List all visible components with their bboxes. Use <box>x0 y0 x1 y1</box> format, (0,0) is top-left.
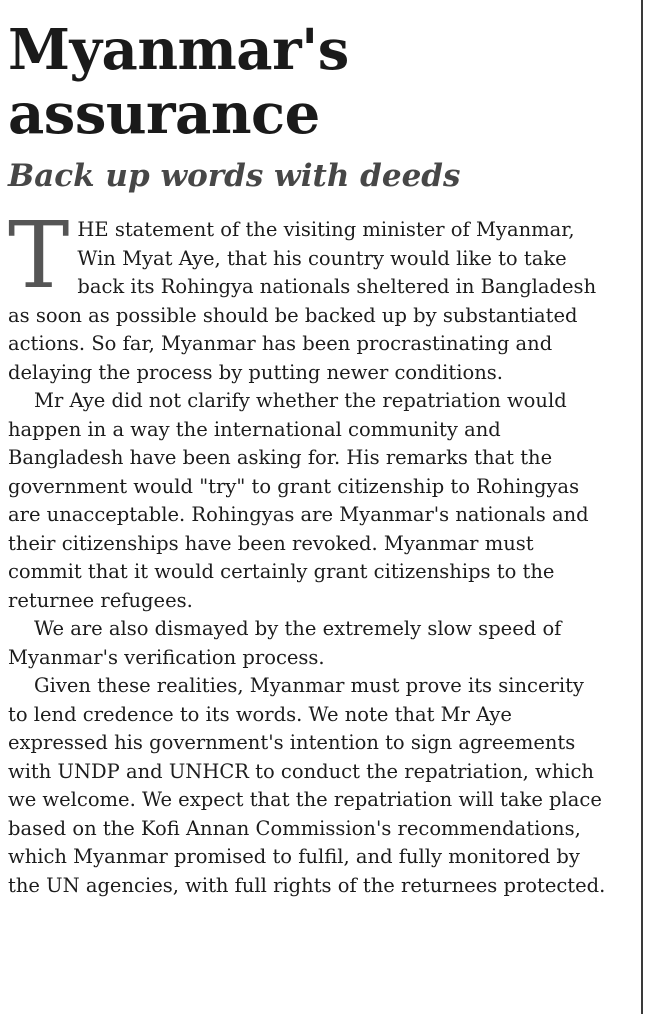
paragraph-3: We are also dismayed by the extremely slow speed of Myanmar's verification process. <box>8 617 562 669</box>
column-divider <box>641 0 643 1014</box>
paragraph-1 <box>8 202 608 387</box>
headline-line-1: Myanmar's <box>8 17 349 83</box>
paragraph-1-text: HE statement of the visiting minister of Myanmar, Win Myat Aye, that his country would like to take back its Rohingya nationals sheltered in Bangladesh as soon as possible should be backed up by substantiated actions. So far, Myanmar has been procrastinating and delaying the process by putting newer conditions. <box>8 218 597 384</box>
headline <box>8 18 608 146</box>
article-body <box>8 202 608 900</box>
subheadline: Back up words with deeds <box>8 158 461 194</box>
headline-line-2: assurance <box>8 81 320 147</box>
drop-cap: T <box>8 202 70 309</box>
paragraph-4: Given these realities, Myanmar must prove its sincerity to lend credence to its words. We note that Mr Aye expressed his government's intention to sign agreements with UNDP and UNHCR to conduct the repatriation, which we welcome. We expect that the repatriation will take place based on the Kofi Annan Commission's recommendations, which Myanmar promised to fulfil, and fully monitored by the UN agencies, with full rights of the returnees protected. <box>8 674 606 897</box>
editorial-article <box>8 18 608 900</box>
paragraph-2: Mr Aye did not clarify whether the repatriation would happen in a way the international community and Bangladesh have been asking for. His remarks that the government would "try" to grant citizenship to Rohingyas are unacceptable. Rohingyas are Myanmar's nationals and their citizenships have been revoked. Myanmar must commit that it would certainly grant citizenships to the returnee refugees. <box>8 389 589 612</box>
